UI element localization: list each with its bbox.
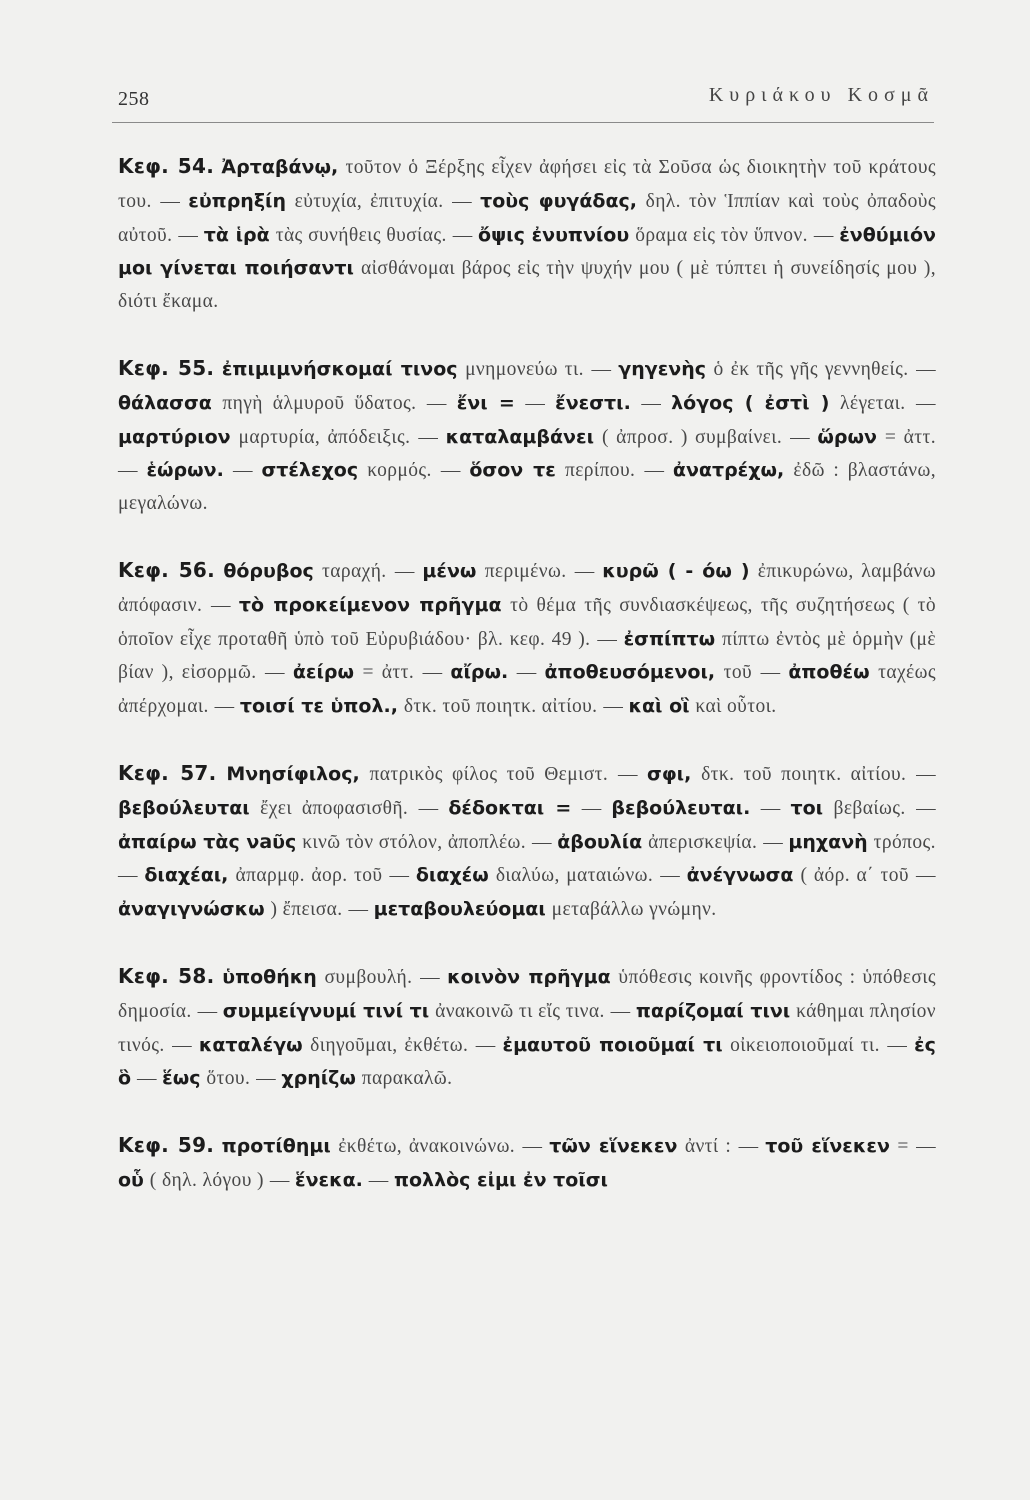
chapter-entries <box>118 157 936 312</box>
gloss-entry <box>178 225 446 246</box>
gloss-text: παρακαλῶ. <box>361 1068 453 1090</box>
gloss-entry <box>137 1068 250 1089</box>
headword: ὑποθήκη <box>222 965 317 988</box>
gloss-text: ἐδῶ : βλαστάνω, μεγαλώνω. <box>118 460 936 515</box>
gloss-text: ἐπικυρώνω, λαμβάνω ἀπόφασιν. <box>118 560 936 616</box>
chapter-54 <box>118 150 936 319</box>
gloss-entry <box>582 798 751 819</box>
gloss-entry <box>226 764 608 785</box>
chapter-label: Κεφ. 58. <box>118 963 215 988</box>
gloss-text: ὅτου. <box>206 1068 251 1090</box>
chapter-59 <box>118 1129 936 1198</box>
gloss-text: ἀνακοινῶ τι εἴς τινα. <box>435 1000 605 1022</box>
headword: τοι <box>790 796 824 819</box>
gloss-text: περίπου. <box>564 460 636 482</box>
entry-separator: — <box>420 966 448 988</box>
entry-separator: — <box>426 392 457 414</box>
chapter-58 <box>118 960 936 1096</box>
headword: συμμείγνυμί τινί τι <box>222 999 430 1022</box>
chapter-label: Κεφ. 55. <box>118 355 215 380</box>
gloss-text: ( ἀπροσ. ) συμβαίνει. <box>601 426 783 448</box>
entry-separator: — <box>763 831 789 853</box>
entry-separator: — <box>348 899 374 921</box>
entry-separator: — <box>265 662 293 684</box>
gloss-text: = ἀττ. <box>884 426 936 448</box>
entry-separator: — <box>394 560 423 582</box>
chapter-entries <box>118 764 936 920</box>
gloss-entry <box>215 696 598 717</box>
headword: ἐπιμιμνήσκομαί τινος <box>221 357 458 380</box>
headword: ὄψις ἐνυπνίου <box>478 223 630 246</box>
running-title: Κυριάκου Κοσμᾶ <box>708 84 934 106</box>
gloss-entry <box>739 1136 909 1157</box>
headword: μένω <box>422 559 477 582</box>
gloss-text: = <box>897 1136 909 1158</box>
headword: πολλὸς εἰμι ἐν τοῖσι <box>393 1168 608 1191</box>
gloss-text: τρόπος. <box>873 831 936 853</box>
headword: σφι, <box>647 762 692 785</box>
gloss-entry <box>603 696 776 717</box>
headword: ἀβουλία <box>557 830 643 853</box>
header-rule <box>112 122 934 123</box>
entry-separator: — <box>440 460 470 482</box>
gloss-text: ) ἔπεισα. <box>270 899 343 921</box>
headword: χρηίζω <box>281 1067 356 1090</box>
entry-separator: — <box>591 358 619 380</box>
chapter-55 <box>118 352 936 521</box>
headword: δέδοκται = <box>448 796 572 819</box>
entry-separator: — <box>916 763 936 785</box>
headword: ἕνεκα. <box>295 1168 363 1191</box>
chapter-entries <box>118 359 936 514</box>
gloss-text: πατρικὸς φίλος τοῦ Θεμιστ. <box>369 763 609 785</box>
gloss-text: δηλ. τὸν Ἱππίαν καὶ τοὺς ὀπαδοὺς αὐτοῦ. <box>118 190 936 246</box>
page-number: 258 <box>118 88 150 110</box>
headword: οὗ <box>118 1168 144 1191</box>
gloss-entry <box>160 191 443 212</box>
gloss-entry <box>270 1170 363 1191</box>
gloss-text: διηγοῦμαι, ἐκθέτω. <box>310 1034 469 1056</box>
gloss-entry <box>369 1170 608 1191</box>
entry-separator: — <box>581 797 612 819</box>
headword: εὐπρηξίη <box>188 189 286 212</box>
gloss-entry <box>419 798 572 819</box>
gloss-text: δτκ. τοῦ ποιητκ. αἰτίου. <box>701 763 907 785</box>
entry-separator: — <box>256 1068 282 1090</box>
chapter-label: Κεφ. 56. <box>118 557 216 582</box>
headword: βεβούλευται <box>118 796 250 819</box>
entry-separator: — <box>172 1034 199 1056</box>
headword: τοισί τε ὑπολ., <box>239 695 398 718</box>
gloss-text: αἰσθάνομαι βάρος εἰς τὴν ψυχήν μου ( μὲ τύπτει ἡ συνείδησίς μου ), διότι ἔκαμα. <box>118 258 936 313</box>
entry-separator: — <box>418 797 449 819</box>
headword: αἴρω. <box>450 661 509 684</box>
headword: ἐνθύμιόν μοι γίνεται ποιήσαντι <box>118 223 936 280</box>
gloss-text: ἀντί : <box>684 1136 732 1158</box>
gloss-text: περιμένω. <box>484 560 567 582</box>
headword: κυρῶ ( - όω ) <box>602 559 750 582</box>
entry-separator: — <box>916 865 936 887</box>
gloss-entry <box>118 460 224 481</box>
gloss-entry <box>441 460 635 481</box>
gloss-text: ὁ ἐκ τῆς γῆς γεννηθείς. <box>713 358 909 380</box>
gloss-text: τοῦτον ὁ Ξέρξης εἶχεν ἀφήσει εἰς τὰ Σοῦσα ὡς διοικητὴν τοῦ κράτους του. <box>118 157 936 212</box>
gloss-entry <box>418 427 782 448</box>
headword: Μνησίφιλος, <box>226 762 360 785</box>
chapter-label: Κεφ. 57. <box>118 760 217 785</box>
gloss-text: πηγὴ ἁλμυροῦ ὕδατος. <box>222 392 417 414</box>
headword: κοινὸν πρῆγμα <box>447 965 611 988</box>
entry-separator: — <box>617 763 648 785</box>
gloss-entry <box>525 393 630 414</box>
gloss-entry <box>591 359 908 380</box>
headword: ἀνατρέχω, <box>672 459 785 482</box>
gloss-text: ταραχή. <box>322 560 387 582</box>
headword: γηγενὴς <box>618 357 706 380</box>
headword: θόρυβος <box>223 559 314 582</box>
gloss-entry <box>427 393 515 414</box>
chapter-entries <box>118 561 936 717</box>
headword: Ἀρταβάνῳ, <box>221 156 339 178</box>
gloss-text: ὅραμα εἰς τὸν ὕπνον. <box>635 224 808 246</box>
gloss-entry <box>256 1068 452 1089</box>
gloss-text: τὸ θέμα τῆς συνδιασκέψεως, τῆς συζητήσεως ( τὸ ὁποῖον εἶχε προταθῆ ὑπὸ τοῦ Εὐρυβιάδου· βλ. κεφ. 49 ). <box>118 594 936 650</box>
gloss-entry <box>476 1035 880 1056</box>
gloss-text: συμβουλή. <box>324 966 413 988</box>
entry-separator: — <box>136 1068 163 1090</box>
headword: τοῦ εἵνεκεν <box>765 1135 890 1158</box>
gloss-entry <box>395 561 567 582</box>
entry-separator: — <box>887 1034 915 1056</box>
gloss-entry <box>761 798 906 819</box>
gloss-text: ἀπερισκεψία. <box>648 831 758 853</box>
headword: ὅσον τε <box>469 459 556 482</box>
gloss-text: κινῶ τὸν στόλον, ἀποπλέω. <box>302 831 527 853</box>
headword: ἑώρων. <box>146 459 224 482</box>
entry-separator: — <box>525 392 556 414</box>
entry-separator: — <box>389 865 416 887</box>
entry-separator: — <box>452 190 481 212</box>
entry-separator: — <box>197 1000 223 1022</box>
entry-separator: — <box>516 662 545 684</box>
headword: μεταβουλεύομαι <box>373 898 546 921</box>
gloss-entry <box>390 865 654 886</box>
gloss-text: λέγεται. <box>840 392 906 414</box>
headword: προτίθημι <box>221 1135 331 1158</box>
headword: καταλέγω <box>198 1033 303 1056</box>
gloss-entry <box>348 899 716 920</box>
entry-separator: — <box>118 865 145 887</box>
entry-separator: — <box>610 1000 636 1022</box>
headword: καταλαμβάνει <box>445 425 594 448</box>
commentary-body <box>118 150 936 1198</box>
gloss-text: = ἀττ. <box>362 662 415 684</box>
headword: ἐσπίπτω <box>623 627 716 650</box>
entry-separator: — <box>738 1136 766 1158</box>
entry-separator: — <box>597 628 624 650</box>
gloss-text: ( ἀόρ. α΄ τοῦ <box>800 865 909 887</box>
entry-separator: — <box>160 190 189 212</box>
entry-separator: — <box>916 358 936 380</box>
chapter-57 <box>118 757 936 927</box>
gloss-text: κάθημαι πλησίον τινός. <box>118 1000 937 1056</box>
entry-separator: — <box>178 224 204 246</box>
entry-separator: — <box>418 426 446 448</box>
gloss-entry <box>233 460 432 481</box>
entry-separator: — <box>603 696 629 718</box>
gloss-entry <box>660 865 909 886</box>
gloss-entry <box>222 359 584 380</box>
headword: τὸ προκείμενον πρῆγμα <box>238 593 502 616</box>
gloss-entry <box>423 662 509 683</box>
headword: καὶ οἳ <box>628 695 690 718</box>
headword: ἔνι = <box>456 391 515 414</box>
gloss-entry <box>523 1136 732 1157</box>
gloss-text: πίπτω ἐντὸς μὲ ὁρμὴν (μὲ βίαν ), εἰσορμῶ. <box>118 628 936 684</box>
gloss-text: διαλύω, ματαιώνω. <box>495 865 654 887</box>
gloss-text: ἀπαρμφ. ἀορ. τοῦ <box>235 865 383 887</box>
headword: ἔνεστι. <box>555 391 631 414</box>
entry-separator: — <box>232 460 262 482</box>
entry-separator: — <box>641 392 672 414</box>
entry-separator: — <box>214 696 240 718</box>
gloss-text: μνημονεύω τι. <box>465 358 584 380</box>
entry-separator: — <box>522 1136 550 1158</box>
headword: στέλεχος <box>261 459 359 482</box>
gloss-entry <box>172 1035 468 1056</box>
entry-separator: — <box>660 865 687 887</box>
gloss-text: βεβαίως. <box>833 797 906 819</box>
gloss-entry <box>265 662 414 683</box>
headword: ἐς ὃ <box>118 1033 936 1090</box>
headword: ἐμαυτοῦ ποιοῦμαί τι <box>502 1033 723 1056</box>
gloss-entry <box>532 832 757 853</box>
entry-separator: — <box>813 224 840 246</box>
gloss-text: ἐκθέτω, ἀνακοινώνω. <box>338 1136 516 1158</box>
headword: λόγος ( ἐστὶ ) <box>671 391 830 414</box>
chapter-entries <box>118 1136 936 1191</box>
gloss-text: τὰς συνήθεις θυσίας. <box>275 224 447 246</box>
gloss-text: οἰκειοποιοῦμαί τι. <box>730 1034 880 1056</box>
gloss-text: μεταβάλλω γνώμην. <box>551 899 717 921</box>
chapter-entries <box>118 967 936 1089</box>
entry-separator: — <box>531 831 558 853</box>
gloss-entry <box>198 1001 605 1022</box>
entry-separator: — <box>368 1169 394 1191</box>
headword: ἀνέγνωσα <box>686 864 794 887</box>
headword: ἀποθευσόμενοι, <box>544 661 716 684</box>
running-head <box>118 84 934 118</box>
gloss-text: τοῦ <box>723 662 753 684</box>
gloss-entry <box>222 967 412 988</box>
headword: ἀναγιγνώσκω <box>118 898 265 921</box>
gloss-text: ταχέως ἀπέρχομαι. <box>118 662 936 718</box>
entry-separator: — <box>475 1034 503 1056</box>
headword: ἀποθέω <box>788 661 870 684</box>
headword: τῶν εἵνεκεν <box>549 1135 678 1158</box>
entry-separator: — <box>644 460 673 482</box>
headword: ἀπαίρω τὰς νaῦς <box>118 830 297 853</box>
gloss-text: κορμός. <box>367 460 432 482</box>
entry-separator: — <box>574 560 603 582</box>
entry-separator: — <box>916 1136 937 1158</box>
gloss-entry <box>118 865 382 886</box>
headword: μαρτύριον <box>118 425 231 448</box>
chapter-label: Κεφ. 59. <box>118 1133 215 1158</box>
headword: ἀείρω <box>292 661 354 684</box>
gloss-entry <box>453 225 808 246</box>
entry-separator: — <box>269 1169 296 1191</box>
gloss-entry <box>763 832 936 853</box>
gloss-text: ( δηλ. λόγου ) <box>149 1169 264 1191</box>
gloss-entry <box>641 393 905 414</box>
chapter-56 <box>118 554 936 724</box>
gloss-text: ὑπόθεσις κοινῆς φροντίδος : ὑπόθεσις δημοσία. <box>118 966 937 1022</box>
gloss-text: μαρτυρία, ἀπόδειξις. <box>238 426 411 448</box>
headword: ἕως <box>162 1067 201 1090</box>
gloss-text: καὶ οὗτοι. <box>695 696 777 718</box>
gloss-text: εὐτυχία, ἐπιτυχία. <box>294 190 444 212</box>
gloss-entry <box>618 764 906 785</box>
entry-separator: — <box>760 662 789 684</box>
entry-separator: — <box>916 797 936 819</box>
entry-separator: — <box>916 392 936 414</box>
headword: παρίζομαί τινι <box>635 999 791 1022</box>
gloss-entry <box>222 1136 516 1157</box>
headword: θάλασσα <box>118 391 212 414</box>
headword: βεβούλευται. <box>611 796 751 819</box>
gloss-entry <box>517 662 752 683</box>
gloss-entry <box>790 427 936 448</box>
entry-separator: — <box>210 594 239 616</box>
headword: τοὺς φυγάδας, <box>480 189 637 212</box>
entry-separator: — <box>118 460 147 482</box>
gloss-text: δτκ. τοῦ ποιητκ. αἰτίου. <box>403 696 598 718</box>
entry-separator: — <box>422 662 451 684</box>
headword: διαχέω <box>415 864 489 887</box>
headword: διαχέαι, <box>144 864 229 887</box>
gloss-text: ἔχει ἀποφασισθῆ. <box>260 797 409 819</box>
headword: ὥρων <box>817 425 877 448</box>
entry-separator: — <box>790 426 818 448</box>
chapter-label: Κεφ. 54. <box>118 154 215 178</box>
headword: μηχανὴ <box>788 830 868 853</box>
gloss-entry <box>223 561 386 582</box>
entry-separator: — <box>760 797 791 819</box>
headword: τὰ ἱρὰ <box>203 223 270 246</box>
entry-separator: — <box>452 224 479 246</box>
